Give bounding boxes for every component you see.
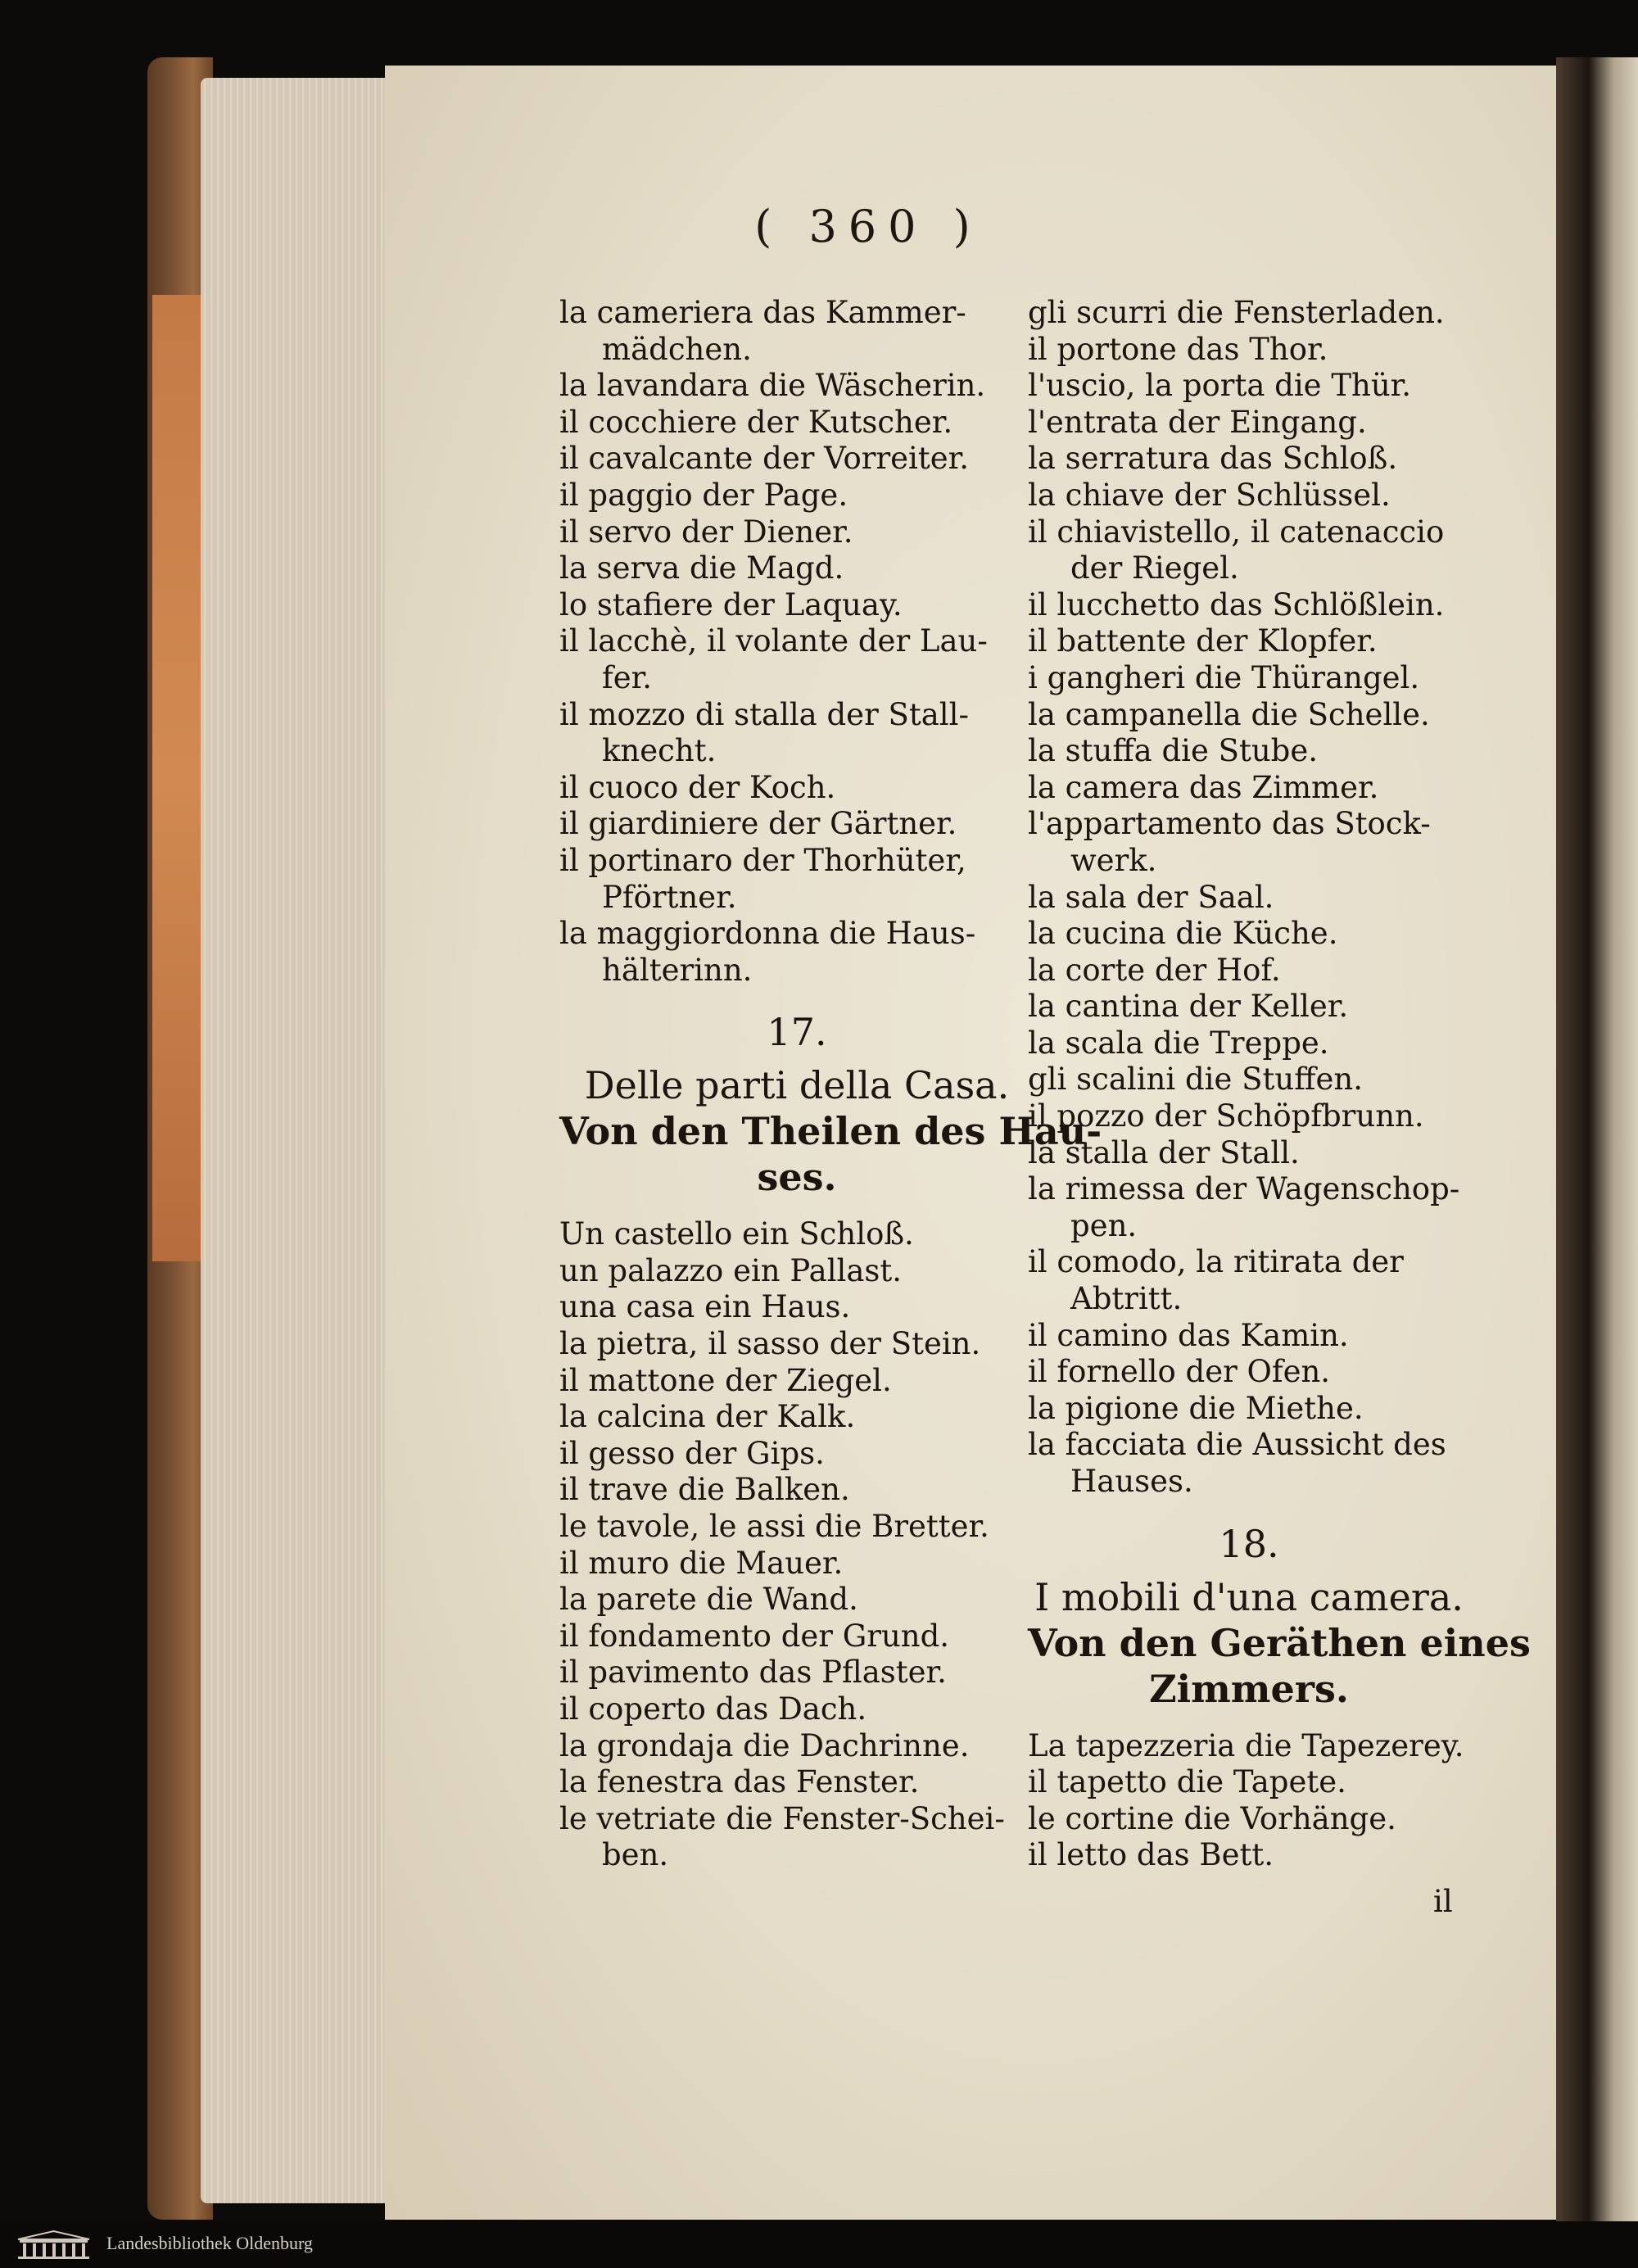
vocab-line: il mattone der Ziegel. [559, 1362, 892, 1398]
left-column [559, 295, 1102, 1874]
section-title-german: Von den Theilen des Hau- [559, 1109, 1102, 1154]
vocab-line: la facciata die Aussicht des [1028, 1427, 1446, 1463]
vocab-line: la parete die Wand. [559, 1582, 858, 1618]
book-gutter [1556, 57, 1638, 2228]
vocab-line: la cantina der Keller. [1028, 989, 1349, 1025]
vocab-line: la chiave der Schlüssel. [1028, 477, 1391, 513]
vocab-line: un palazzo ein Pallast. [559, 1252, 903, 1288]
vocab-line: la serva die Magd. [559, 550, 844, 586]
vocab-line: i gangheri die Thürangel. [1028, 659, 1420, 695]
vocab-line: il letto das Bett. [1028, 1837, 1274, 1873]
spacer [1028, 1712, 1470, 1728]
vocab-line: la cucina die Küche. [1028, 916, 1338, 952]
vocab-line: una casa ein Haus. [559, 1289, 851, 1325]
vocab-line: pen. [1070, 1207, 1138, 1243]
vocab-line: il battente der Klopfer. [1028, 623, 1378, 659]
vocab-line: la maggiordonna die Haus- [559, 916, 976, 952]
vocab-line: lo stafiere der Laquay. [559, 586, 903, 622]
vocab-line: la campanella die Schelle. [1028, 696, 1430, 732]
vocab-line: Pförtner. [602, 879, 737, 915]
vocab-line: l'uscio, la porta die Thür. [1028, 368, 1412, 404]
vocab-line: il portinaro der Thorhüter, [559, 842, 966, 878]
vocab-line: Hauses. [1070, 1464, 1193, 1499]
vocab-line: la serratura das Schloß. [1028, 441, 1398, 477]
vocab-line: l'appartamento das Stock- [1028, 806, 1431, 842]
vocab-line: il tapetto die Tapete. [1028, 1764, 1346, 1800]
vocab-line: la cameriera das Kammer- [559, 295, 966, 330]
vocab-line: gli scalini die Stuffen. [1028, 1062, 1363, 1098]
vocab-line: il chiavistello, il catenaccio [1028, 514, 1445, 550]
section-number: 18. [1219, 1521, 1279, 1566]
page-number: ( 360 ) [754, 201, 982, 252]
vocab-line: werk. [1070, 842, 1157, 878]
vocab-line: la calcina der Kalk. [559, 1399, 856, 1435]
vocab-line: der Riegel. [1070, 550, 1239, 586]
section-title-italian: I mobili d'una camera. [1034, 1574, 1464, 1619]
section-title-german: Von den Geräthen eines [1028, 1620, 1531, 1665]
vocab-line: la pietra, il sasso der Stein. [559, 1326, 981, 1362]
vocab-line: mädchen. [602, 331, 752, 367]
vocab-line: il pozzo der Schöpfbrunn. [1028, 1098, 1424, 1134]
vocab-line: le tavole, le assi die Bretter. [559, 1509, 989, 1545]
vocab-line: La tapezzeria die Tapezerey. [1028, 1727, 1464, 1763]
vocab-line: hälterinn. [602, 952, 753, 988]
left-entries-bottom [559, 1216, 1034, 1874]
vocab-line: gli scurri die Fensterladen. [1028, 295, 1445, 330]
right-column [1028, 295, 1531, 1874]
vocab-line: fer. [602, 659, 652, 695]
vocab-line: il cavalcante der Vorreiter. [559, 441, 970, 477]
vocab-line: le vetriate die Fenster-Schei- [559, 1800, 1005, 1836]
vocab-line: la pigione die Miethe. [1028, 1390, 1364, 1426]
vocab-line: il muro die Mauer. [559, 1545, 844, 1581]
vocab-line: la camera das Zimmer. [1028, 769, 1379, 805]
vocab-line: ben. [602, 1837, 669, 1873]
section-number: 17. [767, 1010, 827, 1055]
right-entries-top [1028, 295, 1470, 1501]
vocab-line: il fornello der Ofen. [1028, 1354, 1331, 1390]
vocab-line: la grondaja die Dachrinne. [559, 1727, 970, 1763]
section-title-german-continued: ses. [757, 1155, 837, 1200]
vocab-line: il mozzo di stalla der Stall- [559, 696, 969, 732]
vocab-line: il gesso der Gips. [559, 1435, 825, 1471]
vocab-line: il portone das Thor. [1028, 331, 1328, 367]
vocab-line: Abtritt. [1070, 1281, 1183, 1317]
vocab-line: il coperto das Dach. [559, 1691, 867, 1727]
vocab-line: la stalla der Stall. [1028, 1134, 1300, 1170]
vocab-line: il fondamento der Grund. [559, 1618, 950, 1654]
vocab-line: Un castello ein Schloß. [559, 1216, 914, 1252]
catchword: il [1433, 1884, 1453, 1919]
vocab-line: la lavandara die Wäscherin. [559, 368, 986, 404]
vocab-line: il paggio der Page. [559, 477, 848, 513]
section-title-german-continued: Zimmers. [1149, 1666, 1349, 1711]
vocab-line: il pavimento das Pflaster. [559, 1655, 947, 1691]
vocab-line: il cocchiere der Kutscher. [559, 404, 953, 440]
vocab-line: il cuoco der Koch. [559, 769, 836, 805]
vocab-line: il camino das Kamin. [1028, 1317, 1349, 1353]
vocab-line: il servo der Diener. [559, 514, 853, 550]
vocab-line: knecht. [602, 733, 717, 769]
vocab-line: la rimessa der Wagenschop- [1028, 1171, 1460, 1207]
library-building-icon [15, 2230, 93, 2261]
vocab-line: la fenestra das Fenster. [559, 1764, 920, 1800]
vocab-line: il comodo, la ritirata der [1028, 1244, 1404, 1280]
section-title-italian: Delle parti della Casa. [584, 1063, 1010, 1108]
vocab-line: le cortine die Vorhänge. [1028, 1800, 1396, 1836]
vocab-line: il giardiniere der Gärtner. [559, 806, 957, 842]
library-name: Landesbibliothek Oldenburg [106, 2233, 313, 2253]
right-entries-bottom [1028, 1728, 1470, 1874]
left-entries-top [559, 295, 1034, 989]
vocab-line: la corte der Hof. [1028, 952, 1281, 988]
spacer [559, 1200, 1034, 1216]
vocab-line: il lucchetto das Schlößlein. [1028, 586, 1445, 622]
vocab-line: la stuffa die Stube. [1028, 733, 1319, 769]
vocab-line: la sala der Saal. [1028, 879, 1274, 915]
vocab-line: il lacchè, il volante der Lau- [559, 623, 988, 659]
page-stack-edge [201, 78, 389, 2203]
vocab-line: il trave die Balken. [559, 1472, 850, 1508]
vocab-line: la scala die Treppe. [1028, 1025, 1329, 1061]
vocab-line: l'entrata der Eingang. [1028, 404, 1367, 440]
